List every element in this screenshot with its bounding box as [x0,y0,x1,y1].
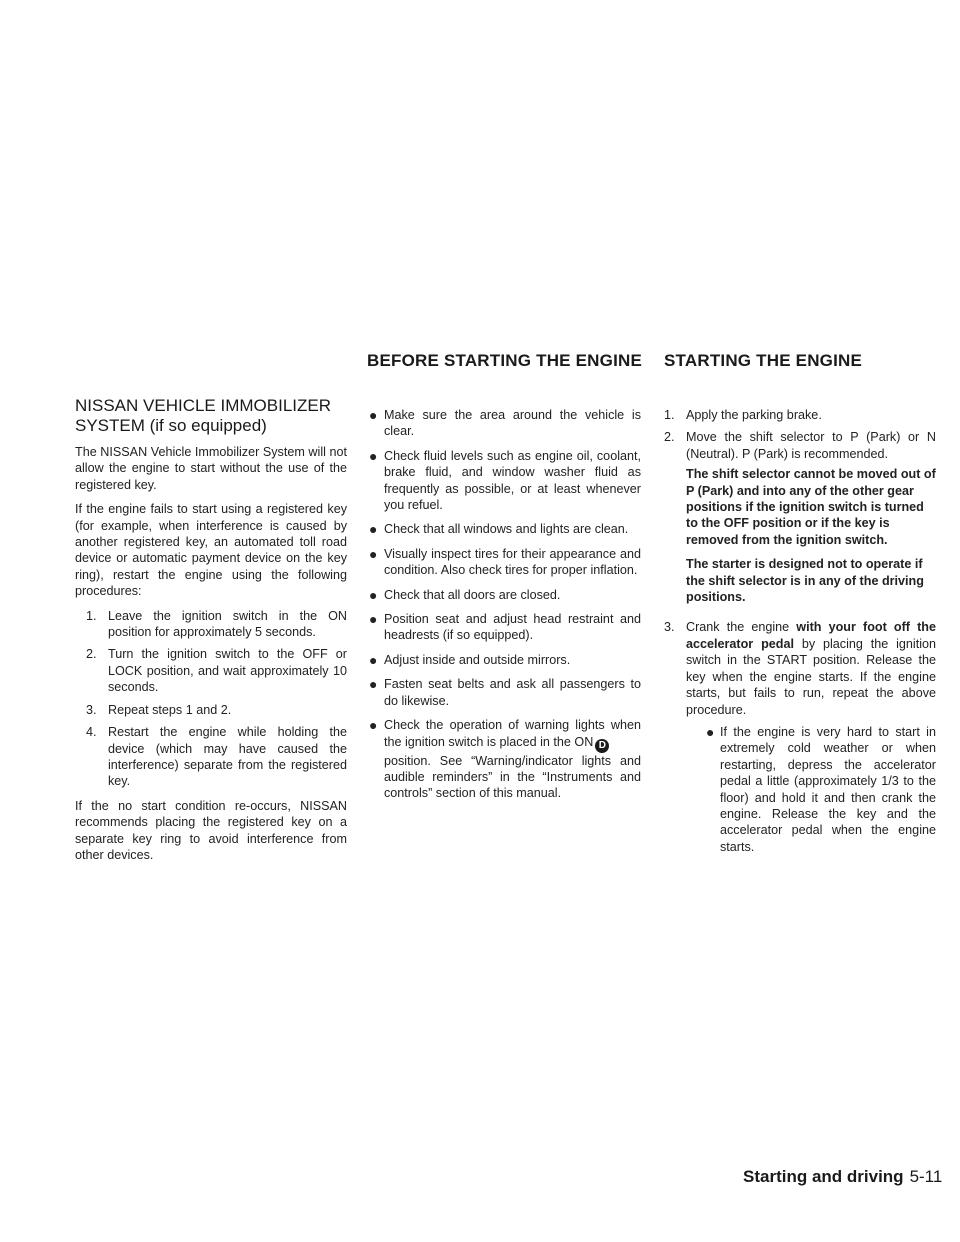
checklist-item: ● Check fluid levels such as engine oil, coolant, brake fluid, and window washer fluid as frequently as possible, or at least whenever you refuel. [369,447,641,513]
column-starting [664,407,936,869]
checklist-item: ● Check that all doors are closed. [369,586,561,603]
restart-step: 2. Turn the ignition switch to the OFF or LOCK position, and wait approximately 10 seconds. [86,647,347,695]
restart-step: 3. Repeat steps 1 and 2. [86,702,232,717]
immobilizer-recommendation: If the no start condition re-occurs, NISSAN recommends placing the registered key on a separate key ring to avoid interference from other devices. [75,798,347,862]
checklist-item: ● Check that all windows and lights are clean. [369,521,629,538]
chapter-label: Starting and driving [743,1167,904,1186]
section-header-before-starting: BEFORE STARTING THE ENGINE [367,351,643,370]
starting-step: 3. Crank the engine with your foot off the accelerator pedal by placing the ignition switch in the START position. Release the key when the engine starts. If the engine starts, but fails to run, repeat the above procedure. ● If the engine is very hard to start in extremely cold weather or when restarting, depress the accelerator pedal a little (approximately 1/3 to the floor) and hold it and then crank the engine. Release the key and the accelerator pedal when the engine starts. [664,620,937,854]
immobilizer-restart-intro: If the engine fails to start using a registered key (for example, when interference is caused by another registered key, an automated toll road device or automatic payment device on the key ring), restart the engine using the following procedures: [75,502,347,599]
starting-steps [664,407,936,861]
checklist-item: ● Check the operation of warning lights when the ignition switch is placed in the ON D position. See “Warning/indicator lights and audible reminders” in the “Instruments and controls” section of this manual. [369,717,641,801]
bullet-icon: ● [369,586,378,603]
section-headers [0,351,960,377]
tip-item: ● If the engine is very hard to start in extremely cold weather or when restarting, depress the accelerator pedal a little (approximately 1/3 to the floor) and hold it and then crank the engine. Release the key and the accelerator pedal when the engine starts. [706,723,936,854]
restart-steps [75,608,347,790]
page-footer [743,1167,942,1187]
cold-weather-tip [686,724,936,855]
bullet-icon: ● [369,447,378,464]
checklist-item: ● Position seat and adjust head restraint and headrests (if so equipped). [369,611,641,643]
shift-selector-warning: The shift selector cannot be moved out of P (Park) and into any of the other gear positions if the ignition switch is turned to the OFF position or if the key is removed from the ignition switch. [686,467,936,547]
bullet-icon: ● [369,676,378,693]
bullet-icon: ● [369,521,378,538]
immobilizer-title: NISSAN VEHICLE IMMOBILIZER SYSTEM (if so equipped) [75,396,331,435]
bullet-icon: ● [369,611,378,628]
column-before-starting [369,407,641,810]
checklist-item: ● Adjust inside and outside mirrors. [369,651,571,668]
restart-step: 1. Leave the ignition switch in the ON position for approximately 5 seconds. [86,608,347,640]
starter-warning: The starter is designed not to operate if the shift selector is in any of the driving positions. [686,557,924,605]
pre-start-checklist [369,407,641,802]
starting-step: 1. Apply the parking brake. [664,408,822,422]
bullet-icon: ● [369,407,378,423]
bullet-icon: ● [369,651,378,668]
starting-step: 2. Move the shift selector to P (Park) or N (Neutral). P (Park) is recommended. The shift selector cannot be moved out of P (Park) and into any of the other gear positions if the ignition switch is turned to the OFF position or if the key is removed from the ignition switch. The starter is designed not to operate if the shift selector is in any of the driving positions. [664,430,936,605]
section-header-starting: STARTING THE ENGINE [664,351,863,370]
checklist-item: ● Make sure the area around the vehicle is clear. [369,407,641,439]
bullet-icon: ● [369,717,378,734]
circled-d-icon: D [595,739,609,753]
column-immobilizer [75,396,347,871]
checklist-item: ● Visually inspect tires for their appearance and condition. Also check tires for proper inflation. [369,545,641,578]
restart-step: 4. Restart the engine while holding the device (which may have caused the interference) separate from the registered key. [86,725,347,789]
checklist-item: ● Fasten seat belts and ask all passengers to do likewise. [369,676,641,708]
immobilizer-intro: The NISSAN Vehicle Immobilizer System will not allow the engine to start without the use of the registered key. [75,445,347,492]
bullet-icon: ● [369,545,378,562]
bullet-icon: ● [706,723,715,740]
page-number: 5-11 [909,1167,943,1186]
